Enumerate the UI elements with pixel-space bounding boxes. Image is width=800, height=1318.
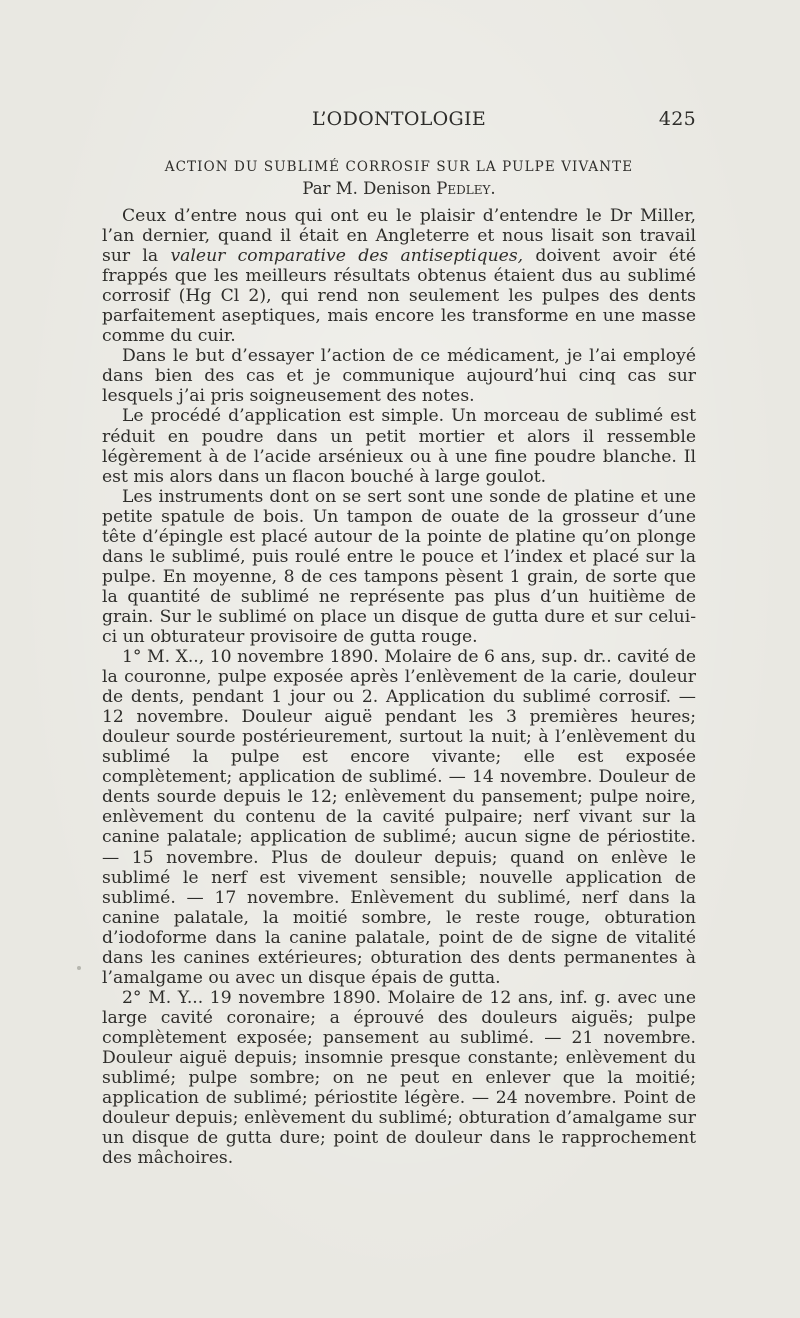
paragraph-purpose: Dans le but d’essayer l’action de ce médicament, je l’ai employé dans bien des cas et je communique aujourd’hui cinq cas sur lesquels j’ai pris soigneusement des notes. [102,346,696,407]
article-body [102,206,696,1168]
paragraph-intro-italic: valeur comparative des antiseptiques, [170,246,524,267]
paragraph-intro-part-2: doivent avoir été frappés que les meilleurs résultats obtenus étaient dus au sublimé corrosif (Hg Cl 2), qui rend non seulement les pulpes des dents parfaitement aseptiques, mais encore les transforme en une masse comme du cuir. [102,246,696,347]
paragraph-intro [102,206,696,346]
article-title: ACTION DU SUBLIMÉ CORROSIF SUR LA PULPE VIVANTE [164,159,634,175]
paragraph-intro-part-1: Ceux d’entre nous qui ont eu le plaisir d’entendre le Dr Miller, l’an dernier, quand il était en Angleterre et nous lisait son travail sur la [102,206,696,267]
paragraph-procedure: Le procédé d’application est simple. Un morceau de sublimé est réduit en poudre dans un petit mortier et alors il ressemble légèrement à de l’acide arsénieux ou à une fine poudre blanche. Il est mis alors dans un flacon bouché à large goulot. [102,406,696,487]
print-speck [568,1136,570,1138]
running-head [102,108,696,132]
paragraph-case-2: 2° M. Y... 19 novembre 1890. Molaire de 12 ans, inf. g. avec une large cavité coronaire; a éprouvé des douleurs aiguës; pulpe complètement exposée; pansement au sublimé. — 21 novembre. Douleur aiguë depuis; insomnie presque constante; enlèvement du sublimé; pulpe sombre; on ne peut en enlever que la moitié; application de sublimé; périostite légère. — 24 novembre. Point de douleur depuis; enlèvement du sublimé; obturation d’amalgame sur un disque de gutta dure; point de douleur dans le rapprochement des mâchoires. [102,987,696,1169]
journal-title: L’ODONTOLOGIE [311,108,486,130]
byline [102,178,696,200]
paragraph-case-1: 1° M. X.., 10 novembre 1890. Molaire de 6 ans, sup. dr.. cavité de la couronne, pulpe exposée après l’enlèvement de la carie, douleur de dents, pendant 1 jour ou 2. Application du sublimé corrosif. — 12 novembre. Douleur aiguë pendant les 3 premières heures; douleur sourde postérieurement, surtout la nuit; à l’enlèvement du sublimé la pulpe est encore vivante; elle est exposée complètement; application de sublimé. — 14 novembre. Douleur de dents sourde depuis le 12; enlèvement du pansement; pulpe noire, enlèvement du contenu de la cavité pulpaire; nerf vivant sur la canine palatale; application de sublimé; aucun signe de périostite. — 15 novembre. Plus de douleur depuis; quand on enlève le sublimé le nerf est vivement sensible; nouvelle application de sublimé. — 17 novembre. Enlèvement du sublimé, nerf dans la canine palatale, la moitié sombre, le reste rouge, obturation d’iodoforme dans la canine palatale, point de de signe de vitalité dans les canines extérieures; obturation des dents permanentes à l’amalgame ou avec un disque épais de gutta. [102,647,696,988]
byline-prefix: Par M. Denison [302,179,437,198]
print-speck [77,966,81,970]
page-number: 425 [658,108,696,130]
paragraph-instruments: Les instruments dont on se sert sont une sonde de platine et une petite spatule de bois. Un tampon de ouate de la grosseur d’une tête d’épingle est placé autour de la pointe de platine qu’on plonge dans le sublimé, puis roulé entre le pouce et l’index et placé sur la pulpe. En moyenne, 8 de ces tampons pèsent 1 grain, de sorte que la quantité de sublimé ne représente pas plus d’un huitième de grain. Sur le sublimé on place un disque de gutta dure et sur celui-ci un obturateur provisoire de gutta rouge. [102,486,696,647]
byline-surname: Pedley. [436,179,496,198]
